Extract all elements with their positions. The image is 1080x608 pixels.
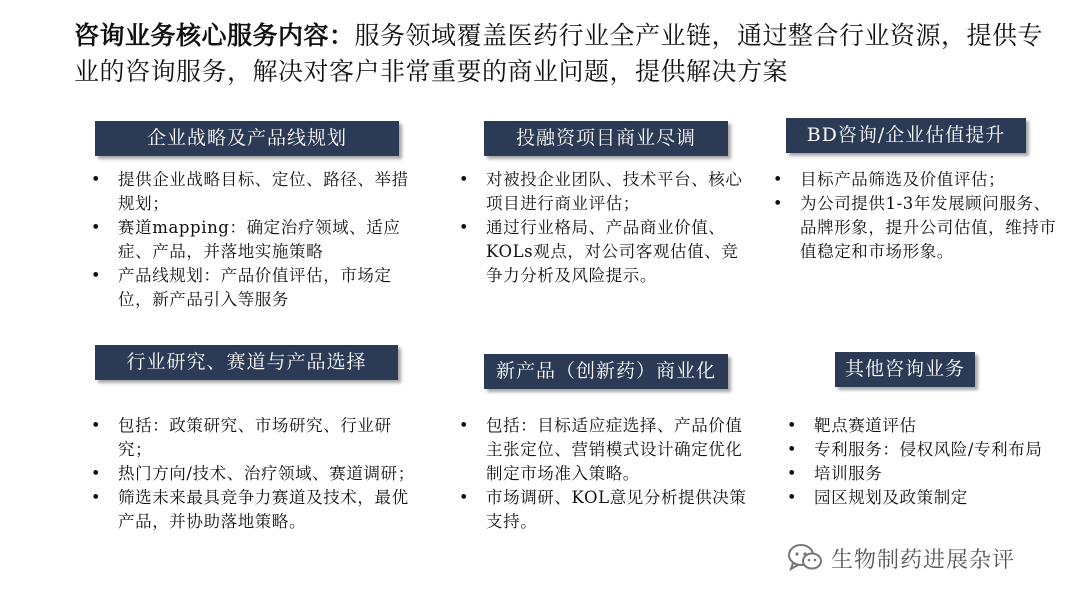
list-item: • 培训服务 — [786, 462, 1066, 486]
bullet-icon: • — [786, 416, 798, 435]
watermark-text: 生物制药进展杂评 — [831, 547, 1016, 573]
watermark — [787, 540, 1015, 576]
list-item: • 对被投企业团队、技术平台、核心项目进行商业评估； — [458, 170, 743, 213]
list-item: • 赛道mapping：确定治疗领域、适应症、产品，并落地实施策略 — [90, 218, 401, 261]
section-title-due-diligence: 投融资项目商业尽调 — [484, 121, 728, 156]
list-item: • 产品线规划：产品价值评估，市场定位，新产品引入等服务 — [90, 266, 392, 309]
bullet-icon: • — [786, 440, 798, 459]
bullet-icon: • — [458, 218, 470, 237]
bullet-icon: • — [772, 194, 784, 213]
bullet-icon: • — [90, 170, 102, 189]
list-item: • 目标产品筛选及价值评估； — [772, 168, 1062, 192]
header-intro — [74, 18, 1054, 90]
list-item: • 筛选未来最具竞争力赛道及技术，最优产品，并协助落地策略。 — [90, 488, 409, 531]
list-item: • 专利服务：侵权风险/专利布局 — [786, 438, 1066, 462]
section-title-industry-research: 行业研究、赛道与产品选择 — [95, 345, 398, 380]
bullet-icon: • — [90, 464, 102, 483]
section-list-other-consulting — [786, 414, 1066, 510]
list-item: • 为公司提供1-3年发展顾问服务、品牌形象，提升公司估值，维持市值稳定和市场形象。 — [772, 194, 1057, 261]
section-title-bd-valuation: BD咨询/企业估值提升 — [786, 118, 1026, 153]
section-list-strategy — [90, 168, 416, 312]
list-item: • 园区规划及政策制定 — [786, 486, 1066, 510]
bullet-icon: • — [90, 218, 102, 237]
list-item: • 包括：政策研究、市场研究、行业研究； — [90, 416, 392, 459]
list-item: • 通过行业格局、产品商业价值、KOLs观点，对公司客观估值、竞争力分析及风险提示。 — [458, 218, 739, 285]
section-title-commercialization: 新产品（创新药）商业化 — [484, 354, 728, 389]
list-item: • 热门方向/技术、治疗领域、赛道调研； — [90, 462, 416, 486]
section-list-industry-research — [90, 414, 416, 534]
section-title-strategy: 企业战略及产品线规划 — [95, 121, 399, 156]
section-list-due-diligence — [458, 168, 746, 288]
header-body: 服务领域覆盖医药行业全产业链，通过整合行业资源，提供专业的咨询服务，解决对客户非常重要的商业问题，提供解决方案 — [74, 21, 1044, 86]
header-lead: 咨询业务核心服务内容： — [74, 21, 355, 50]
section-list-bd-valuation — [772, 168, 1062, 264]
bullet-icon: • — [458, 416, 470, 435]
list-item: • 包括：目标适应症选择、产品价值主张定位、营销模式设计确定优化制定市场准入策略。 — [458, 416, 743, 483]
section-list-commercialization — [458, 414, 748, 534]
bullet-icon: • — [90, 488, 102, 507]
list-item: • 提供企业战略目标、定位、路径、举措规划； — [90, 170, 409, 213]
list-item: • 市场调研、KOL意见分析提供决策支持。 — [458, 488, 747, 531]
bullet-icon: • — [772, 170, 784, 189]
bullet-icon: • — [90, 416, 102, 435]
bullet-icon: • — [786, 488, 798, 507]
section-title-other-consulting: 其他咨询业务 — [835, 352, 975, 387]
list-item: • 靶点赛道评估 — [786, 414, 1066, 438]
bullet-icon: • — [458, 488, 470, 507]
wechat-icon — [787, 543, 823, 573]
bullet-icon: • — [90, 266, 102, 285]
bullet-icon: • — [458, 170, 470, 189]
bullet-icon: • — [786, 464, 798, 483]
